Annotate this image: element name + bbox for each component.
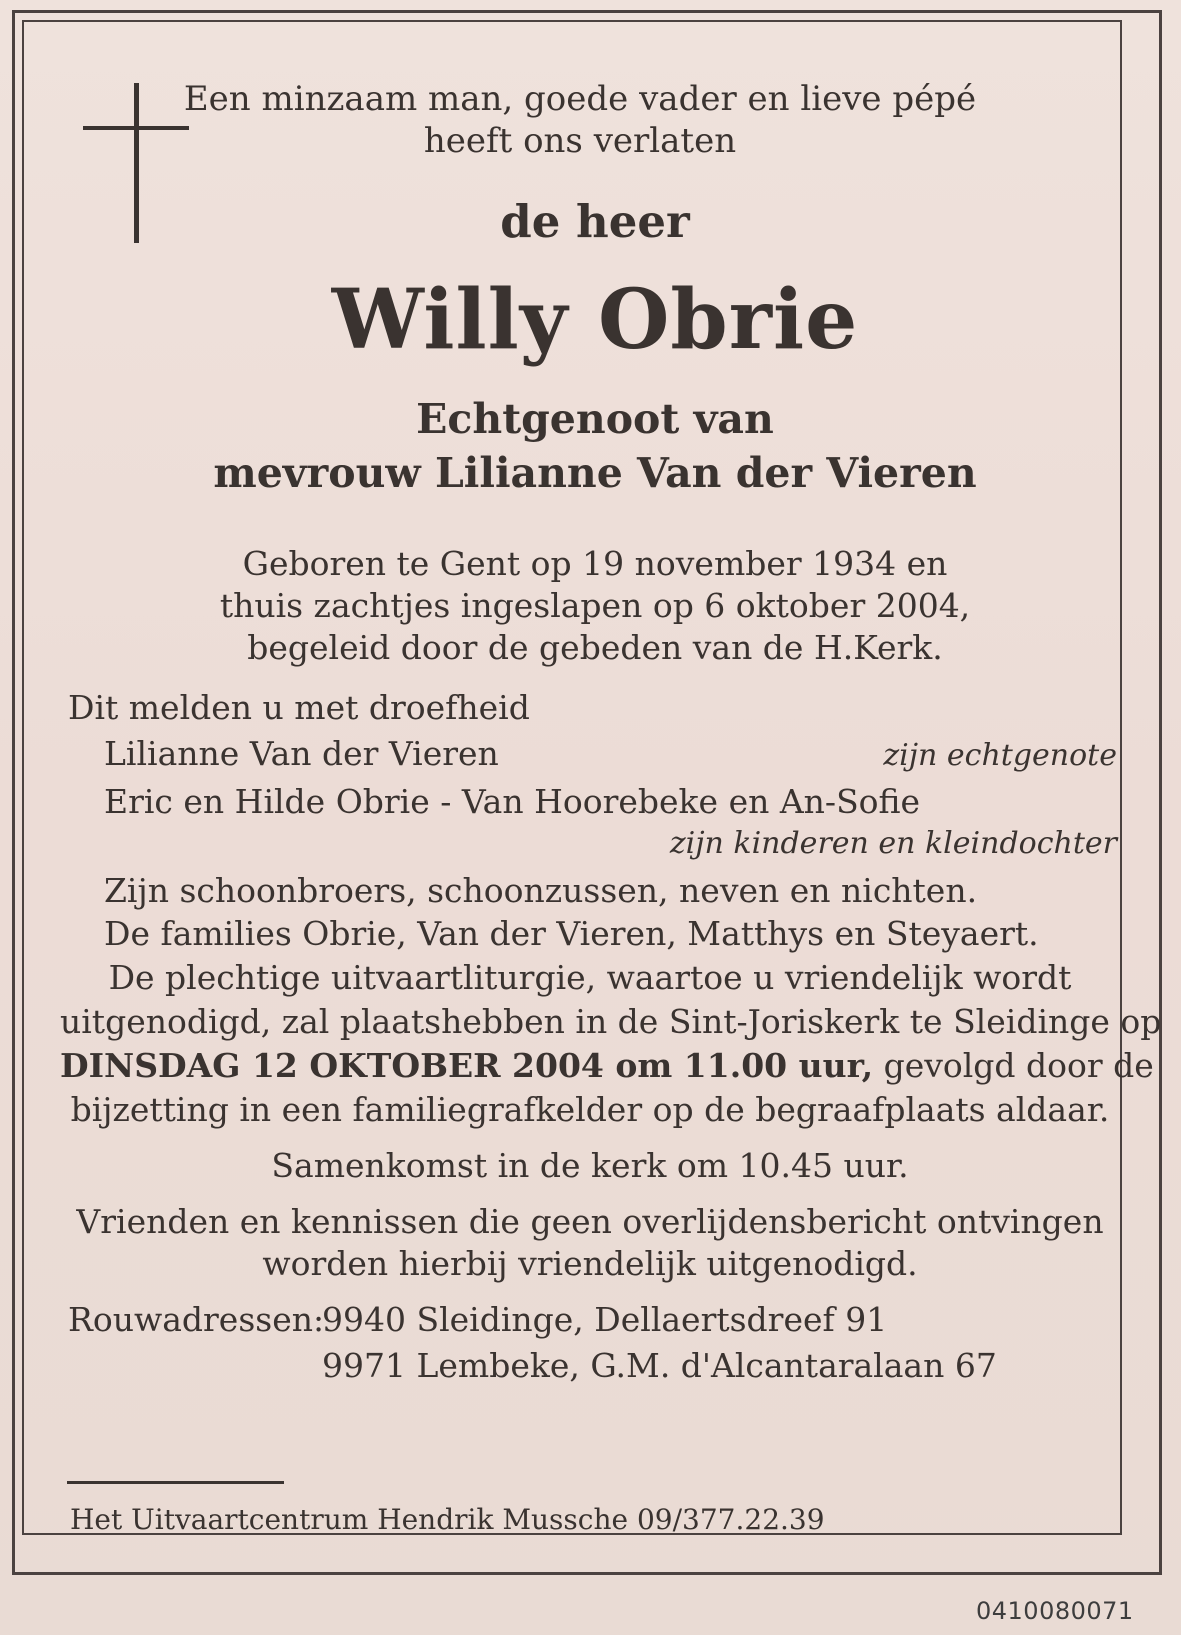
footer-divider [67,1481,284,1484]
spouse-line-2: mevrouw Lilianne Van der Vieren [213,449,977,497]
mourners-intro: Dit melden u met droefheid [68,688,530,727]
ceremony-line-3-rest: gevolgd door de [873,1046,1154,1085]
wife-name: Lilianne Van der Vieren [104,734,499,773]
intro-line-2: heeft ons verlaten [423,121,737,161]
birth-death-block [70,543,1120,669]
intro-line-1: Een minzaam man, goede vader en lieve pépé [183,79,977,119]
ceremony-line-2: uitgenodigd, zal plaatshebben in de Sint-Joriskerk te Sleidinge op [60,1002,1162,1041]
wife-role: zijn echtgenote [883,738,1117,773]
spouse-block [70,392,1120,500]
funeral-home: Het Uitvaartcentrum Hendrik Mussche 09/377.22.39 [70,1503,825,1536]
families-line: De families Obrie, Van der Vieren, Matthys en Steyaert. [104,914,1039,953]
address-2: 9971 Lembeke, G.M. d'Alcantaralaan 67 [322,1346,997,1385]
inlaws-line: Zijn schoonbroers, schoonzussen, neven en nichten. [104,871,978,910]
ceremony-line-3 [60,1046,1154,1085]
ceremony-line-1: De plechtige uitvaartliturgie, waartoe u vriendelijk wordt [108,958,1072,997]
deceased-name: Willy Obrie [331,272,859,368]
address-1: 9940 Sleidinge, Dellaertsdreef 91 [322,1300,888,1339]
title-prefix: de heer [500,195,690,248]
gathering-line: Samenkomst in de kerk om 10.45 uur. [271,1146,909,1185]
children-role: zijn kinderen en kleindochter [669,826,1117,861]
birth-line-1: Geboren te Gent op 19 november 1934 en [242,544,948,583]
addresses-label: Rouwadressen: [68,1300,325,1339]
ceremony-date: DINSDAG 12 OKTOBER 2004 om 11.00 uur, [60,1046,874,1085]
birth-line-2: thuis zachtjes ingeslapen op 6 oktober 2004, [219,586,971,625]
clipping-code: 0410080071 [976,1597,1134,1625]
intro-text [180,78,980,162]
birth-line-3: begeleid door de gebeden van de H.Kerk. [247,628,943,667]
invite-line-2: worden hierbij vriendelijk uitgenodigd. [262,1244,918,1283]
ceremony-line-4: bijzetting in een familiegrafkelder op de begraafplaats aldaar. [70,1090,1110,1129]
spouse-line-1: Echtgenoot van [416,395,774,443]
children-names: Eric en Hilde Obrie - Van Hoorebeke en An-Sofie [104,782,921,821]
invite-line-1: Vrienden en kennissen die geen overlijdensbericht ontvingen [76,1202,1104,1241]
